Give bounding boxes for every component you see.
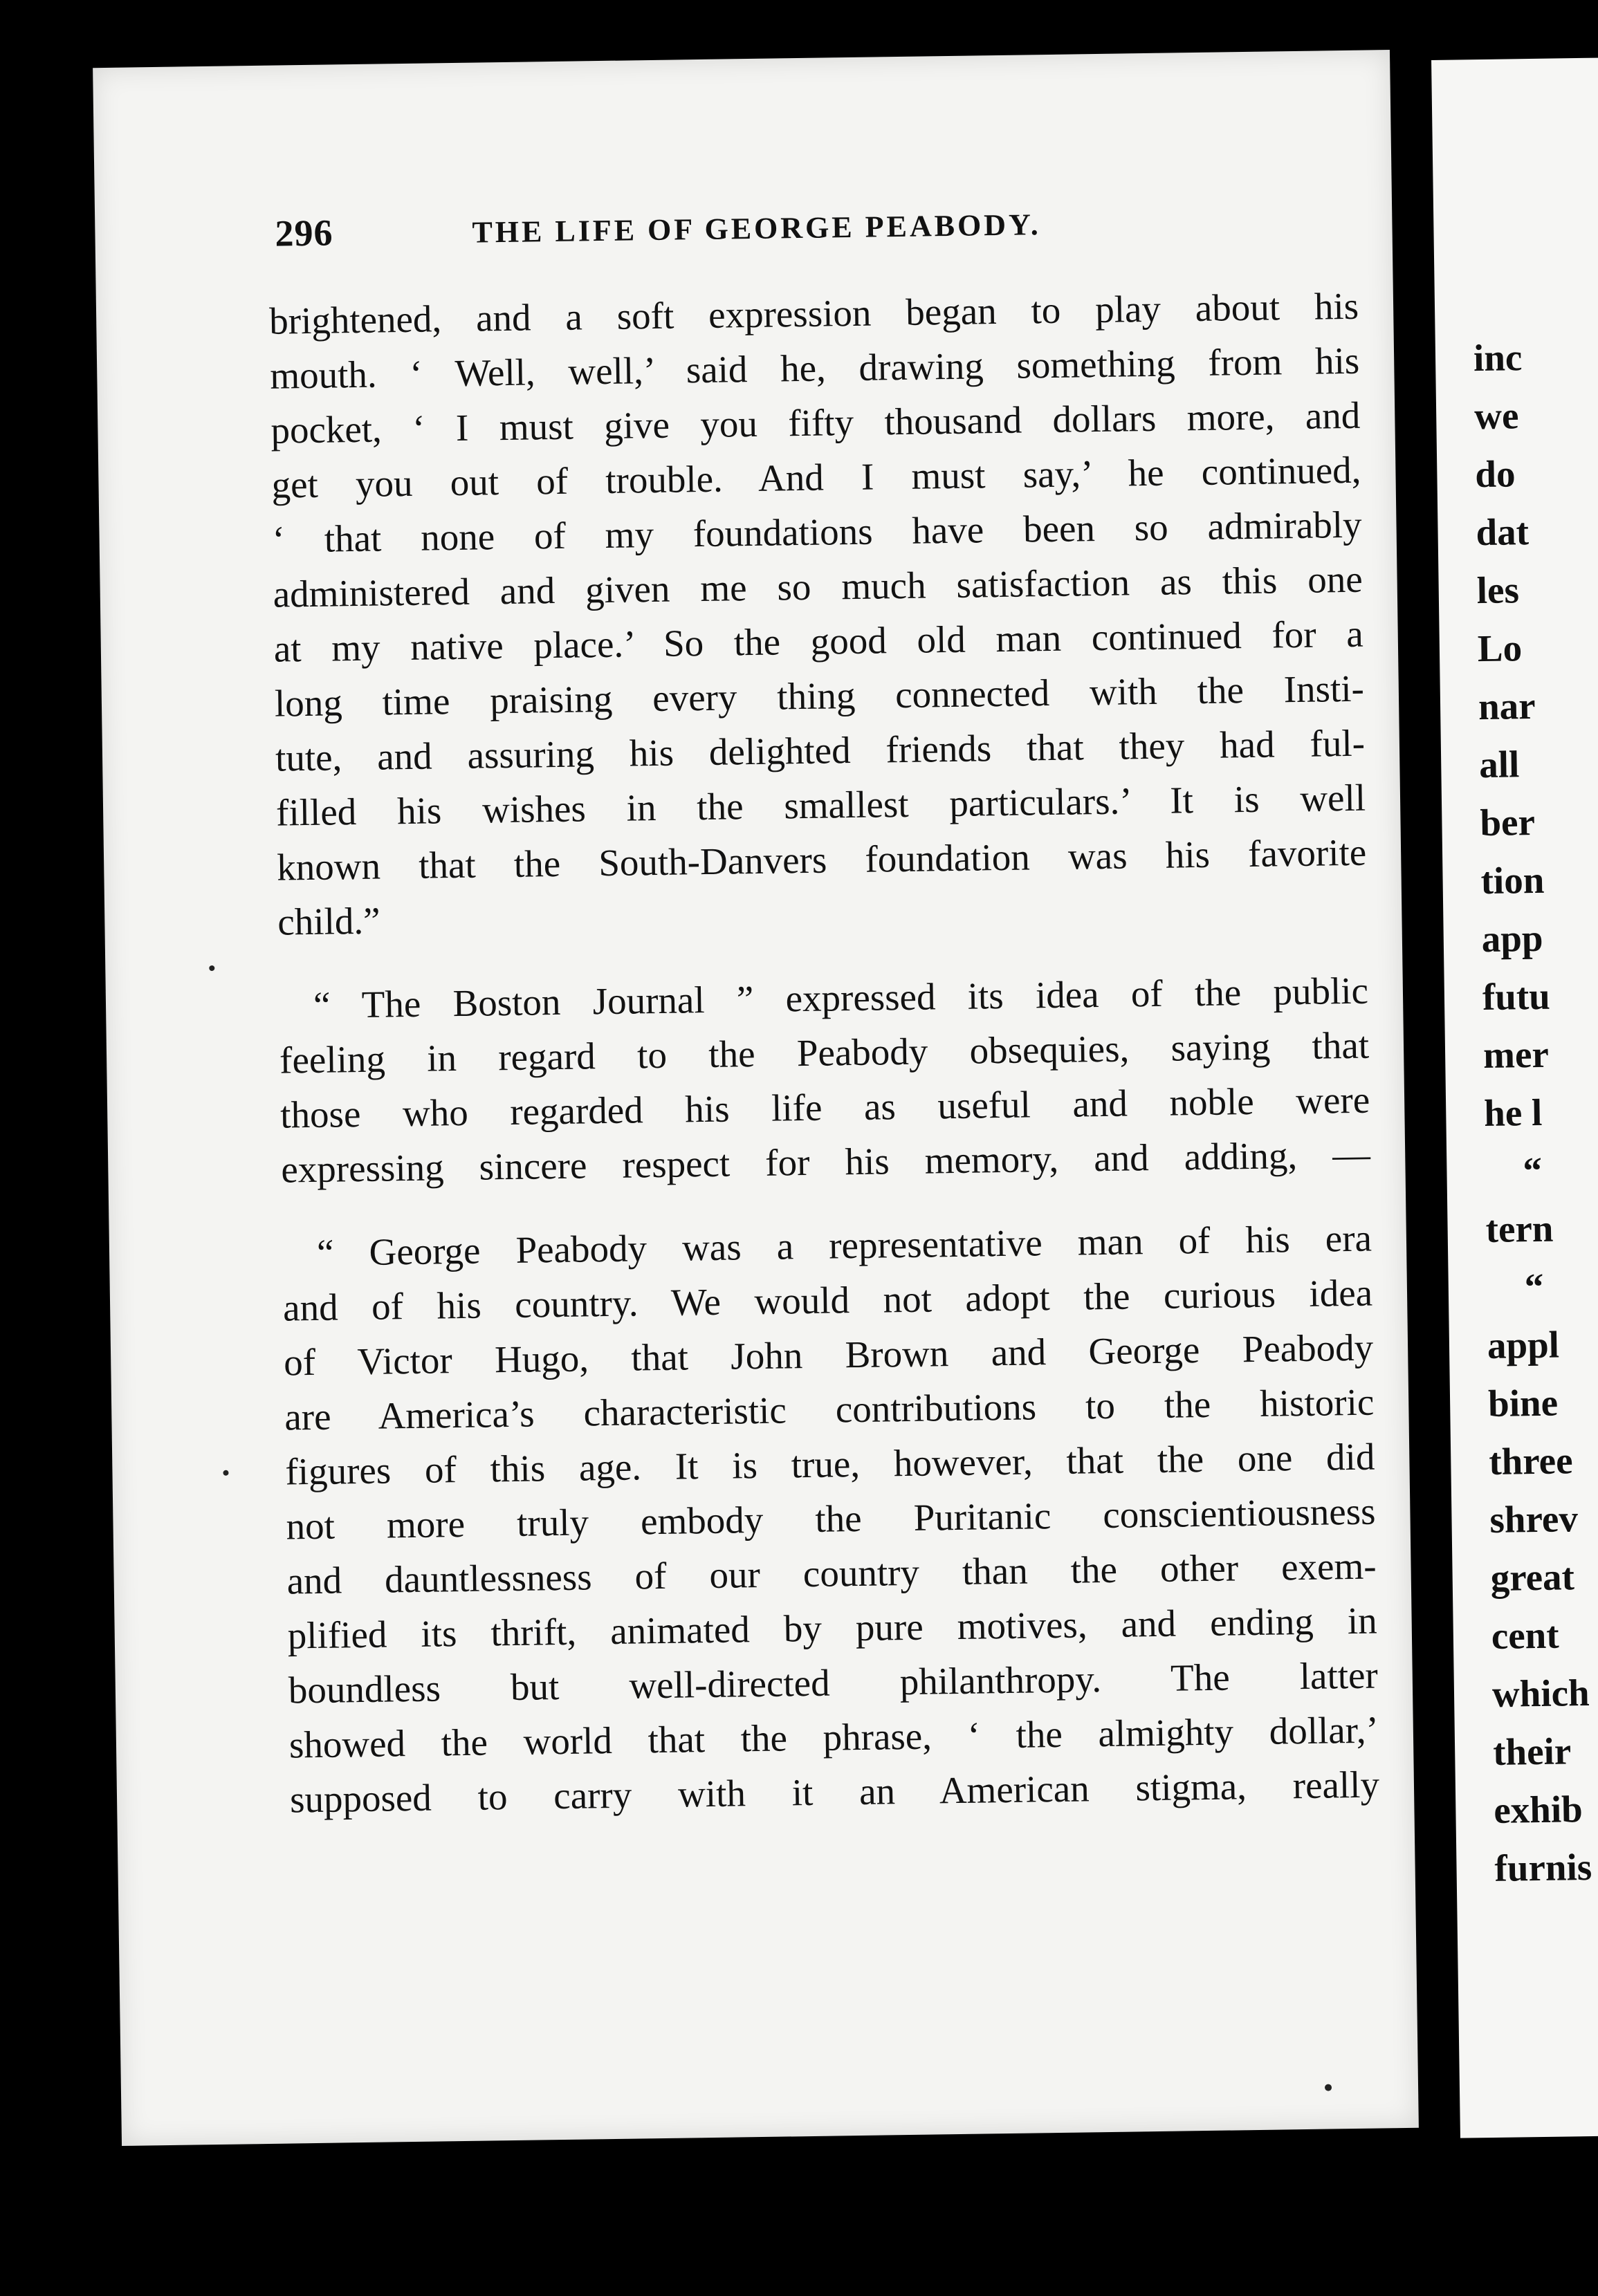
running-head <box>275 197 1361 268</box>
text-line: showed the world that the phrase, ‘ the almighty dollar,’ <box>288 1708 1379 1766</box>
adjacent-line: shrev <box>1489 1497 1579 1541</box>
text-line: not more truly embody the Puritanic conscientiousness <box>286 1490 1376 1548</box>
adjacent-line: bine <box>1487 1381 1559 1425</box>
text-line: at my native place.’ So the good old man continued for a <box>273 612 1364 670</box>
adjacent-line: ber <box>1480 800 1536 844</box>
text-line: ‘ that none of my foundations have been so admirably <box>272 503 1362 561</box>
adjacent-line: futu <box>1482 974 1551 1019</box>
paragraph-2 <box>279 963 1371 1197</box>
text-line: get you out of trouble. And I must say,’ he continued, <box>271 448 1361 506</box>
adjacent-line: app <box>1481 916 1543 961</box>
adjacent-line: appl <box>1487 1323 1560 1367</box>
left-book-page <box>93 50 1419 2146</box>
adjacent-line: dat <box>1476 510 1530 554</box>
adjacent-line: mer <box>1482 1033 1550 1077</box>
ink-speck <box>223 1470 228 1476</box>
adjacent-line: Lo <box>1477 627 1523 670</box>
text-line: and dauntlessness of our country than the other exem- <box>286 1544 1377 1602</box>
adjacent-line: “ <box>1523 1149 1543 1192</box>
text-line: child.” <box>277 899 380 943</box>
text-line: figures of this age. It is true, however, that the one did <box>285 1435 1375 1493</box>
adjacent-line: which <box>1491 1672 1590 1715</box>
text-line: long time praising every thing connected with the Insti- <box>274 667 1365 725</box>
adjacent-line: their <box>1492 1730 1572 1773</box>
ink-speck <box>209 965 214 971</box>
adjacent-line: furnis <box>1494 1845 1592 1889</box>
text-line: feeling in regard to the Peabody obsequies, saying that <box>279 1024 1370 1082</box>
adjacent-book-page <box>1431 57 1598 2138</box>
running-title: THE LIFE OF GEORGE PEABODY. <box>472 207 1042 250</box>
paragraph-1 <box>269 279 1368 950</box>
adjacent-line: tion <box>1480 858 1545 902</box>
adjacent-page-text <box>1435 327 1598 1898</box>
adjacent-line: inc <box>1473 336 1523 380</box>
adjacent-line: cent <box>1491 1613 1560 1657</box>
text-line: known that the South-Danvers foundation was his favorite <box>276 831 1367 889</box>
text-line: and of his country. We would not adopt the curious idea <box>282 1271 1373 1329</box>
ink-speck <box>1325 2084 1332 2091</box>
paragraph-3 <box>282 1211 1380 1827</box>
text-line: supposed to carry with it an American stigma, really <box>289 1763 1380 1821</box>
adjacent-line: all <box>1478 743 1520 786</box>
adjacent-line: three <box>1488 1439 1573 1483</box>
text-line: “ George Peabody was a representative man of his era <box>316 1216 1372 1274</box>
text-line: those who regarded his life as useful and noble were <box>279 1078 1370 1136</box>
adjacent-line: “ <box>1524 1265 1544 1308</box>
page-number: 296 <box>275 212 333 254</box>
text-line: pocket, ‘ I must give you fifty thousand dollars more, and <box>270 394 1361 452</box>
text-line: are America’s characteristic contributions to the historic <box>284 1380 1375 1438</box>
adjacent-line: tern <box>1485 1207 1554 1251</box>
adjacent-line: do <box>1474 452 1516 496</box>
adjacent-line: exhib <box>1493 1788 1583 1831</box>
text-line: boundless but well-directed philanthropy. The latter <box>288 1654 1379 1712</box>
body-text <box>269 279 1380 1827</box>
text-line: tute, and assuring his delighted friends that they had ful- <box>275 721 1366 779</box>
text-line: expressing sincere respect for his memory, and adding, — <box>280 1133 1371 1191</box>
text-line: administered and given me so much satisfaction as this one <box>273 557 1363 615</box>
text-line: of Victor Hugo, that John Brown and George Peabody <box>283 1326 1374 1384</box>
adjacent-line: he l <box>1483 1091 1543 1135</box>
text-line: plified its thrift, animated by pure motives, and ending in <box>287 1599 1378 1657</box>
adjacent-line: we <box>1473 394 1519 438</box>
text-line: mouth. ‘ Well, well,’ said he, drawing something from his <box>269 339 1360 397</box>
adjacent-line: les <box>1476 568 1520 612</box>
adjacent-line: great <box>1490 1555 1575 1599</box>
text-line: “ The Boston Journal ” expressed its idea of the public <box>313 969 1369 1026</box>
adjacent-line: nar <box>1478 684 1536 728</box>
text-line: brightened, and a soft expression began to play about his <box>268 284 1359 342</box>
text-line: filled his wishes in the smallest particulars.’ It is well <box>275 776 1366 834</box>
